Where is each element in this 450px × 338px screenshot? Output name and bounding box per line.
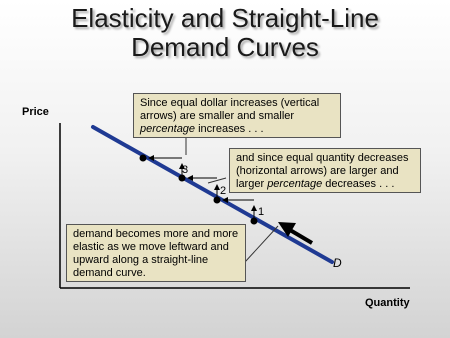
callout-conclusion-text: demand becomes more and more elastic as we move leftward and upward along a straight-line demand curve. [73,228,239,279]
callout-vertical-tail: increases . . . [195,123,264,135]
callout-horizontal-emphasis: percentage [267,178,323,190]
curve-point [140,155,147,162]
demand-curve-label: D [333,256,342,270]
callout-connector-conclusion [245,226,278,262]
step-number-3: 3 [182,164,189,176]
step-number-2: 2 [220,185,227,197]
callout-conclusion [66,224,246,282]
slide-title-line-1: Elasticity and Straight-Line [71,3,379,33]
callout-vertical-arrows [133,93,341,138]
y-axis-label: Price [22,106,49,118]
callout-horizontal-tail: decreases . . . [322,178,395,190]
x-axis-label: Quantity [365,297,410,309]
callout-horizontal-arrows [229,148,421,193]
callout-connector-horizontal [208,178,226,183]
slide-title-line-2: Demand Curves [131,32,319,62]
callout-vertical-emphasis: percentage [140,123,196,135]
step-number-1: 1 [258,206,265,218]
curve-point [214,197,221,204]
callout-horizontal-text: and since equal quantity decreases (horizontal arrows) are larger and larger [236,152,409,190]
curve-point [251,218,258,225]
callout-vertical-text: Since equal dollar increases (vertical arrows) are smaller and smaller [140,97,320,122]
